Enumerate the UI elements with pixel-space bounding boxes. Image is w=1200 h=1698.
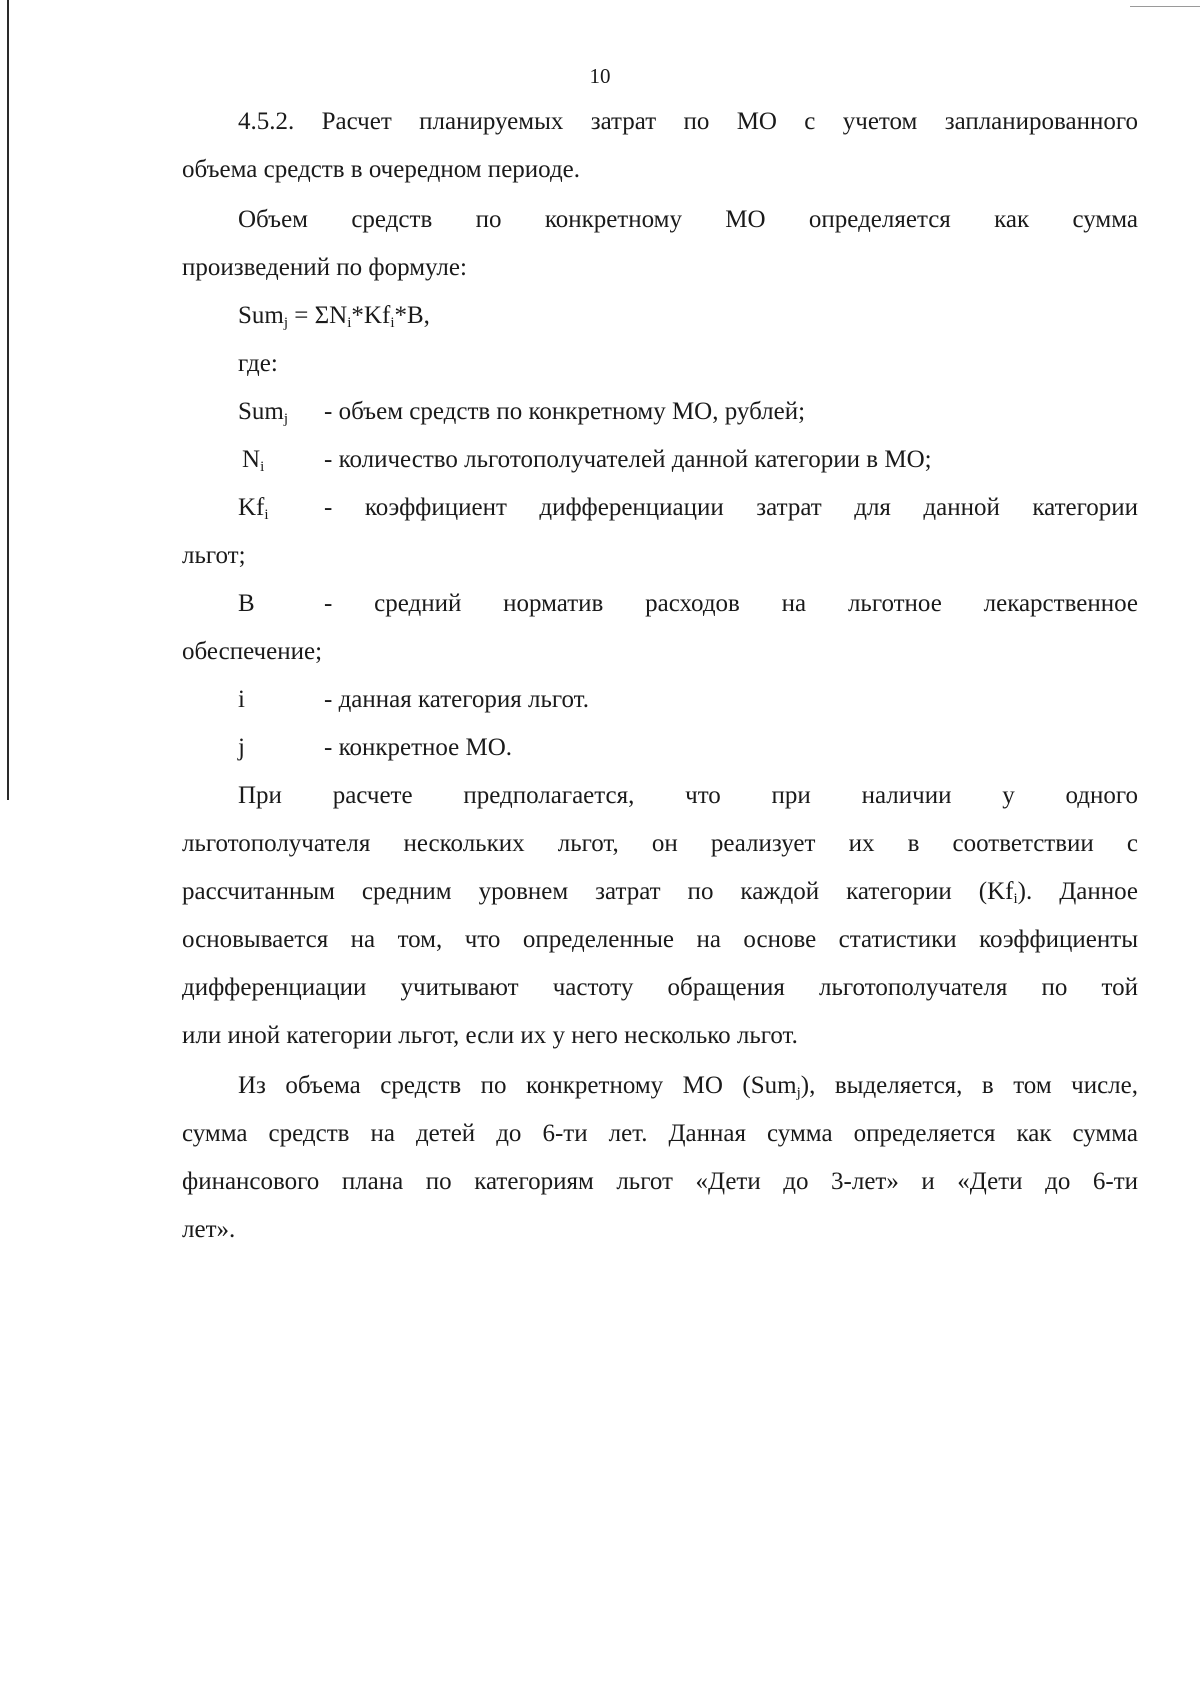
definition-text: - количество льготополучателей данной категории в МО; [324, 446, 932, 473]
paragraph-1-line-2: льготополучателя нескольких льгот, он реализует их в соответствии с [182, 830, 1138, 857]
definition-text: - данная категория льгот. [324, 686, 589, 713]
definition-symbol: B [238, 590, 255, 617]
paragraph-1-line-6: или иной категории льгот, если их у него несколько льгот. [182, 1022, 798, 1049]
definition-text: - средний норматив расходов на льготное лекарственное [324, 590, 1138, 617]
paragraph-1-line-3: рассчитанным средним уровнем затрат по каждой категории $(Kf_i)$. Данное [182, 878, 1139, 907]
paragraph-2-line-2: сумма средств на детей до 6-ти лет. Данная сумма определяется как сумма [182, 1120, 1138, 1147]
formula-b: *B, [394, 302, 430, 329]
definition-symbol: $Kf_i$ [238, 494, 269, 523]
formula-lhs-subscript: j [283, 315, 289, 331]
scan-top-mark [1130, 6, 1200, 7]
sum-subscript: j [796, 1085, 801, 1101]
paragraph-1-line-4: основывается на том, что определенные на основе статистики коэффициенты [182, 926, 1138, 953]
definition-b-continuation: обеспечение; [182, 638, 323, 665]
page-number: 10 [589, 64, 611, 88]
paragraph-2-line-3: финансового плана по категориям льгот «Дети до 3-лет» и «Дети до 6-ти [182, 1168, 1138, 1195]
definition-text: - объем средств по конкретному МО, рублей; [324, 398, 806, 425]
definition-symbol: Sum$_j$ [238, 398, 289, 427]
formula-sum-n: = ΣN [288, 302, 348, 329]
formula-kf: *Kf [351, 302, 391, 329]
definition-kf-continuation: льгот; [182, 542, 246, 569]
formula-kf-subscript: i [390, 315, 395, 331]
definition-symbol: $N_i$ [242, 446, 265, 475]
scan-left-edge [7, 0, 9, 800]
definition-text: - коэффициент дифференциации затрат для данной категории [324, 494, 1138, 521]
section-heading-line-2: объема средств в очередном периоде. [182, 156, 581, 183]
formula [238, 302, 430, 330]
where-label: где: [238, 350, 278, 377]
paragraph-2-line-1: Из объема средств по конкретному МО (Sum$_j$), выделяется, в том числе, [238, 1072, 1138, 1101]
definition-symbol: i [238, 686, 245, 713]
formula-lhs: Sum [238, 302, 284, 329]
paragraph-1-line-5: дифференциации учитывают частоту обращения льготополучателя по той [182, 974, 1138, 1001]
paragraph-2-line-4: лет». [182, 1216, 236, 1243]
section-heading-line-1: 4.5.2. Расчет планируемых затрат по МО с учетом запланированного [238, 108, 1138, 135]
definition-symbol: j [238, 734, 245, 761]
kf-subscript: i [1013, 891, 1018, 907]
paragraph-1-line-1: При расчете предполагается, что при наличии у одного [238, 782, 1138, 809]
intro-line-2: произведений по формуле: [182, 254, 467, 281]
formula-n-subscript: i [347, 315, 352, 331]
definition-text: - конкретное МО. [324, 734, 513, 761]
intro-line-1: Объем средств по конкретному МО определяется как сумма [238, 206, 1138, 233]
